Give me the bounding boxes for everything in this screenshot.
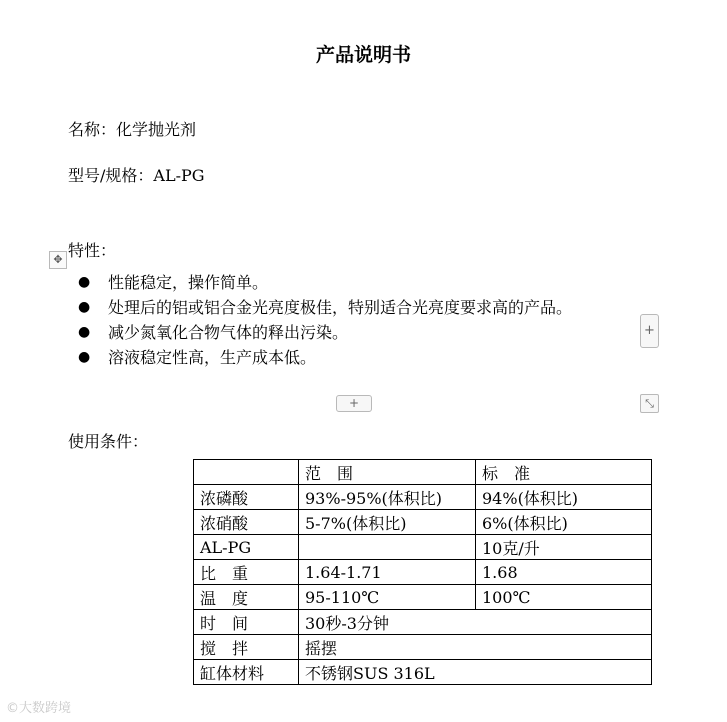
table-cell: 30秒-3分钟 [299,610,652,635]
table-cell: 95-110℃ [299,585,476,610]
table-cell: 1.68 [476,560,652,585]
table-row [194,510,652,535]
bullet-icon: ● [78,274,91,290]
watermark: ©大数跨境 [6,701,72,716]
table-cell: 时 间 [194,610,299,635]
table-cell: 浓磷酸 [194,485,299,510]
table-cell: 94%(体积比) [476,485,652,510]
table-cell: 浓硝酸 [194,510,299,535]
table-cell [194,460,299,485]
bullet-icon: ● [78,299,91,315]
features-heading: 特性： [68,241,117,260]
table-row [194,610,652,635]
table-cell: 缸体材料 [194,660,299,685]
resize-handle[interactable] [640,394,659,413]
table-header-standard: 标 准 [476,460,652,485]
resize-diagonal-icon: ⤡ [645,397,654,410]
list-item: ● 处理后的铝或铝合金光亮度极佳，特别适合光亮度要求高的产品。 [78,295,648,320]
product-name: 名称：化学抛光剂 [68,120,197,139]
table-cell: 5-7%(体积比) [299,510,476,535]
table-cell: 不锈钢SUS 316L [299,660,652,685]
add-row-button[interactable] [336,395,372,412]
table-cell: 6%(体积比) [476,510,652,535]
table-row [194,660,652,685]
table-row [194,635,652,660]
table-row [194,560,652,585]
table-header-range: 范 围 [299,460,476,485]
table-cell: 搅 拌 [194,635,299,660]
add-column-button[interactable] [640,314,659,348]
table-row [194,485,652,510]
table-cell: 温 度 [194,585,299,610]
table-cell: 比 重 [194,560,299,585]
table-cell: 1.64-1.71 [299,560,476,585]
table-cell: AL-PG [194,535,299,560]
list-item: ● 减少氮氧化合物气体的释出污染。 [78,320,648,345]
table-header-row [194,460,652,485]
move-arrows-icon[interactable]: ✥ [49,251,67,269]
features-list [78,270,648,370]
table-cell: 100℃ [476,585,652,610]
table-cell: 摇摆 [299,635,652,660]
conditions-heading: 使用条件： [68,432,149,451]
product-model: 型号/规格：AL-PG [68,166,205,185]
table-cell: 10克/升 [476,535,652,560]
plus-icon: + [644,323,655,338]
table-cell: 93%-95%(体积比) [299,485,476,510]
document-title: 产品说明书 [315,44,411,66]
table-row [194,535,652,560]
table-cell [299,535,476,560]
list-item: ● 溶液稳定性高，生产成本低。 [78,345,648,370]
bullet-icon: ● [78,324,91,340]
conditions-table [193,459,652,685]
bullet-icon: ● [78,349,91,365]
table-row [194,585,652,610]
list-item: ● 性能稳定，操作简单。 [78,270,648,295]
plus-icon: + [348,396,360,410]
